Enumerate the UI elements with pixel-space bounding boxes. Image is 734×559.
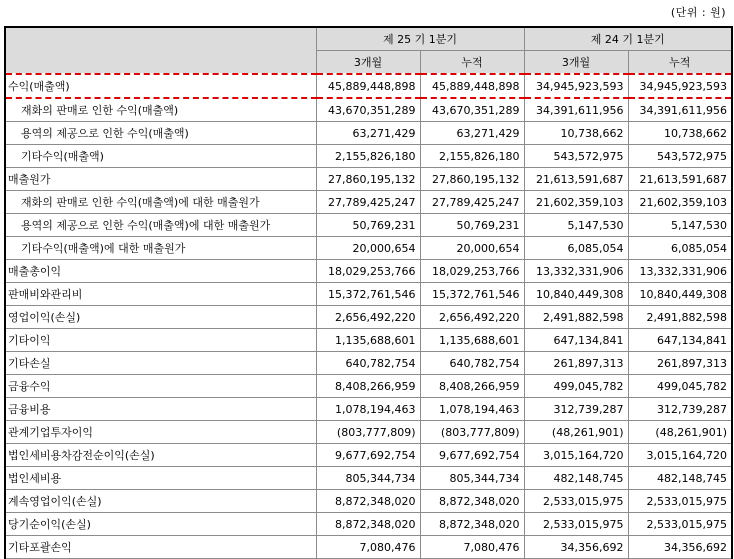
cell-current-3m: 27,860,195,132 xyxy=(316,168,420,191)
table-row xyxy=(5,145,732,168)
table-row xyxy=(5,191,732,214)
cell-current-3m: (803,777,809) xyxy=(316,421,420,444)
cell-current-cum: 18,029,253,766 xyxy=(420,260,524,283)
cell-current-cum: 27,789,425,247 xyxy=(420,191,524,214)
cell-current-cum: 7,080,476 xyxy=(420,536,524,559)
table-row xyxy=(5,283,732,306)
cell-current-3m: 8,872,348,020 xyxy=(316,490,420,513)
cell-prior-3m: 2,533,015,975 xyxy=(524,513,628,536)
table-row xyxy=(5,122,732,145)
row-label: 용역의 제공으로 인한 수익(매출액)에 대한 매출원가 xyxy=(5,214,316,237)
cell-prior-cum: 261,897,313 xyxy=(628,352,732,375)
cell-current-3m: 63,271,429 xyxy=(316,122,420,145)
row-label: 당기순이익(손실) xyxy=(5,513,316,536)
table-row xyxy=(5,375,732,398)
cell-prior-cum: (48,261,901) xyxy=(628,421,732,444)
row-label: 금융비용 xyxy=(5,398,316,421)
row-label: 판매비와관리비 xyxy=(5,283,316,306)
cell-prior-cum: 2,491,882,598 xyxy=(628,306,732,329)
row-label: 매출원가 xyxy=(5,168,316,191)
row-label: 기타포괄손익 xyxy=(5,536,316,559)
row-label: 매출총이익 xyxy=(5,260,316,283)
row-label: 수익(매출액) xyxy=(5,74,316,98)
cell-current-3m: 1,078,194,463 xyxy=(316,398,420,421)
table-row xyxy=(5,260,732,283)
row-label: 관계기업투자이익 xyxy=(5,421,316,444)
cell-prior-3m: 34,391,611,956 xyxy=(524,98,628,122)
row-label: 기타이익 xyxy=(5,329,316,352)
row-label: 기타손실 xyxy=(5,352,316,375)
header-prior-cum: 누적 xyxy=(628,51,732,75)
table-row xyxy=(5,306,732,329)
cell-current-cum: 50,769,231 xyxy=(420,214,524,237)
cell-current-3m: 27,789,425,247 xyxy=(316,191,420,214)
cell-current-cum: 8,408,266,959 xyxy=(420,375,524,398)
cell-current-cum: 27,860,195,132 xyxy=(420,168,524,191)
cell-prior-cum: 482,148,745 xyxy=(628,467,732,490)
table-row xyxy=(5,490,732,513)
cell-prior-3m: 3,015,164,720 xyxy=(524,444,628,467)
cell-current-cum: 8,872,348,020 xyxy=(420,513,524,536)
cell-current-3m: 15,372,761,546 xyxy=(316,283,420,306)
cell-current-3m: 9,677,692,754 xyxy=(316,444,420,467)
cell-current-cum: 1,135,688,601 xyxy=(420,329,524,352)
header-current-cum: 누적 xyxy=(420,51,524,75)
cell-prior-3m: 499,045,782 xyxy=(524,375,628,398)
cell-current-cum: 2,155,826,180 xyxy=(420,145,524,168)
cell-current-cum: 20,000,654 xyxy=(420,237,524,260)
cell-prior-cum: 34,945,923,593 xyxy=(628,74,732,98)
table-row xyxy=(5,214,732,237)
cell-prior-3m: 312,739,287 xyxy=(524,398,628,421)
header-row-periods xyxy=(5,27,732,51)
header-current-3m: 3개월 xyxy=(316,51,420,75)
cell-prior-cum: 13,332,331,906 xyxy=(628,260,732,283)
cell-current-3m: 45,889,448,898 xyxy=(316,74,420,98)
table-body xyxy=(5,74,732,559)
row-label: 기타수익(매출액)에 대한 매출원가 xyxy=(5,237,316,260)
cell-current-cum: 9,677,692,754 xyxy=(420,444,524,467)
cell-prior-cum: 10,738,662 xyxy=(628,122,732,145)
cell-prior-3m: 34,945,923,593 xyxy=(524,74,628,98)
row-label: 법인세비용 xyxy=(5,467,316,490)
cell-prior-cum: 543,572,975 xyxy=(628,145,732,168)
unit-label: (단위 : 원) xyxy=(670,6,726,19)
row-label: 용역의 제공으로 인한 수익(매출액) xyxy=(5,122,316,145)
cell-current-3m: 50,769,231 xyxy=(316,214,420,237)
cell-prior-3m: 543,572,975 xyxy=(524,145,628,168)
cell-current-3m: 43,670,351,289 xyxy=(316,98,420,122)
table-row xyxy=(5,329,732,352)
cell-prior-3m: 6,085,054 xyxy=(524,237,628,260)
cell-prior-cum: 21,602,359,103 xyxy=(628,191,732,214)
cell-prior-3m: 482,148,745 xyxy=(524,467,628,490)
cell-current-cum: 805,344,734 xyxy=(420,467,524,490)
cell-prior-cum: 34,356,692 xyxy=(628,536,732,559)
cell-prior-cum: 499,045,782 xyxy=(628,375,732,398)
cell-prior-3m: 21,613,591,687 xyxy=(524,168,628,191)
table-row xyxy=(5,398,732,421)
cell-prior-3m: 21,602,359,103 xyxy=(524,191,628,214)
row-label: 재화의 판매로 인한 수익(매출액)에 대한 매출원가 xyxy=(5,191,316,214)
cell-current-3m: 2,656,492,220 xyxy=(316,306,420,329)
row-label: 법인세비용차감전순이익(손실) xyxy=(5,444,316,467)
table-row xyxy=(5,536,732,559)
table-row xyxy=(5,421,732,444)
row-label: 재화의 판매로 인한 수익(매출액) xyxy=(5,98,316,122)
cell-prior-3m: 13,332,331,906 xyxy=(524,260,628,283)
cell-current-3m: 640,782,754 xyxy=(316,352,420,375)
cell-current-3m: 18,029,253,766 xyxy=(316,260,420,283)
table-row xyxy=(5,352,732,375)
cell-prior-cum: 21,613,591,687 xyxy=(628,168,732,191)
cell-current-cum: 2,656,492,220 xyxy=(420,306,524,329)
cell-prior-cum: 6,085,054 xyxy=(628,237,732,260)
cell-prior-cum: 2,533,015,975 xyxy=(628,513,732,536)
header-period-prior: 제 24 기 1분기 xyxy=(524,27,732,51)
cell-current-cum: 43,670,351,289 xyxy=(420,98,524,122)
cell-prior-3m: 5,147,530 xyxy=(524,214,628,237)
cell-prior-cum: 10,840,449,308 xyxy=(628,283,732,306)
header-period-current: 제 25 기 1분기 xyxy=(316,27,524,51)
row-label: 계속영업이익(손실) xyxy=(5,490,316,513)
cell-current-3m: 2,155,826,180 xyxy=(316,145,420,168)
cell-current-cum: 8,872,348,020 xyxy=(420,490,524,513)
cell-current-3m: 805,344,734 xyxy=(316,467,420,490)
row-label: 기타수익(매출액) xyxy=(5,145,316,168)
cell-current-cum: 45,889,448,898 xyxy=(420,74,524,98)
income-statement-table xyxy=(4,26,733,559)
table-row xyxy=(5,98,732,122)
cell-current-cum: 1,078,194,463 xyxy=(420,398,524,421)
cell-current-3m: 20,000,654 xyxy=(316,237,420,260)
table-row xyxy=(5,168,732,191)
cell-prior-3m: 647,134,841 xyxy=(524,329,628,352)
cell-prior-3m: 10,738,662 xyxy=(524,122,628,145)
table-row xyxy=(5,237,732,260)
row-label: 금융수익 xyxy=(5,375,316,398)
table-row xyxy=(5,467,732,490)
cell-current-cum: (803,777,809) xyxy=(420,421,524,444)
table-row xyxy=(5,444,732,467)
cell-prior-3m: 34,356,692 xyxy=(524,536,628,559)
cell-current-3m: 8,872,348,020 xyxy=(316,513,420,536)
cell-prior-3m: 2,491,882,598 xyxy=(524,306,628,329)
cell-current-cum: 640,782,754 xyxy=(420,352,524,375)
cell-prior-3m: 261,897,313 xyxy=(524,352,628,375)
cell-prior-cum: 2,533,015,975 xyxy=(628,490,732,513)
cell-prior-3m: 10,840,449,308 xyxy=(524,283,628,306)
cell-prior-3m: (48,261,901) xyxy=(524,421,628,444)
cell-current-3m: 8,408,266,959 xyxy=(316,375,420,398)
cell-prior-cum: 34,391,611,956 xyxy=(628,98,732,122)
cell-current-3m: 1,135,688,601 xyxy=(316,329,420,352)
cell-current-cum: 15,372,761,546 xyxy=(420,283,524,306)
cell-current-3m: 7,080,476 xyxy=(316,536,420,559)
table-row xyxy=(5,74,732,98)
cell-prior-cum: 3,015,164,720 xyxy=(628,444,732,467)
header-account xyxy=(5,27,316,74)
cell-prior-cum: 312,739,287 xyxy=(628,398,732,421)
cell-prior-cum: 5,147,530 xyxy=(628,214,732,237)
table-row xyxy=(5,513,732,536)
cell-prior-3m: 2,533,015,975 xyxy=(524,490,628,513)
cell-prior-cum: 647,134,841 xyxy=(628,329,732,352)
row-label: 영업이익(손실) xyxy=(5,306,316,329)
header-prior-3m: 3개월 xyxy=(524,51,628,75)
cell-current-cum: 63,271,429 xyxy=(420,122,524,145)
